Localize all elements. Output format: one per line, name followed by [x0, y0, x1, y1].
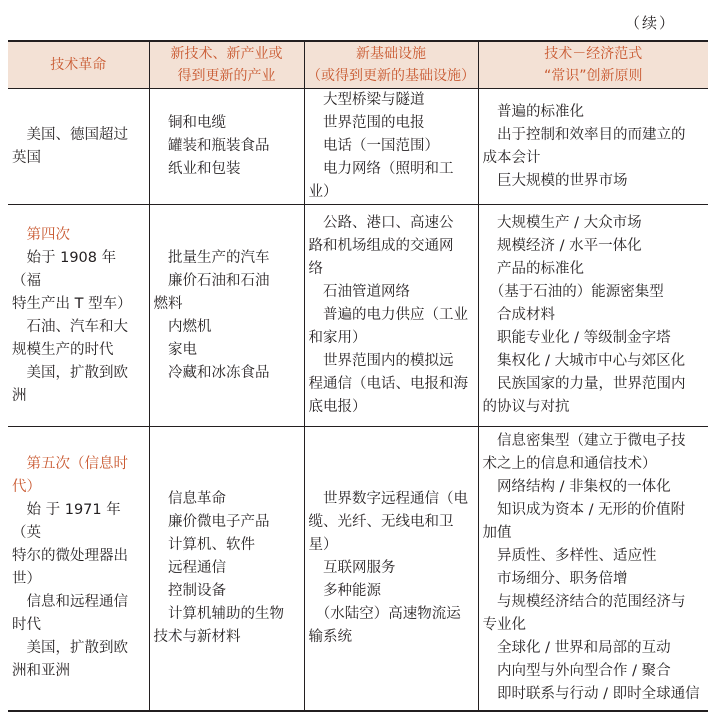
- header-row: [8, 41, 708, 89]
- cell-line: 铜和电缆: [153, 115, 226, 131]
- header-line: 新技术、新产业或: [170, 46, 283, 62]
- cell-line: 多种能源: [308, 582, 381, 599]
- cell-line: 即时联系与行动 / 即时全球通信: [482, 686, 700, 703]
- header-line: 技术革命: [50, 57, 107, 73]
- cell-revolution: [8, 205, 149, 427]
- header-new-infrastructure: [304, 41, 478, 89]
- cell-line: 与规模经济结合的范围经济与: [482, 594, 686, 611]
- cell-line: 民族国家的力量，世界范围内: [482, 376, 686, 392]
- cell-line: （水陆空）高速物流运: [308, 605, 461, 622]
- cell-line: 成本会计: [482, 149, 541, 166]
- header-line: 得到更新的产业: [177, 68, 276, 84]
- cell-line: 时代: [12, 617, 41, 634]
- cell-line: 内燃机: [153, 318, 212, 335]
- cell-line: 络: [308, 261, 323, 277]
- tech-revolution-table: [8, 40, 708, 712]
- cell-line: 美国，扩散到欧: [12, 364, 128, 381]
- cell-line: 批量生产的汽车: [153, 249, 270, 266]
- cell-line: 廉价微电子产品: [153, 513, 270, 530]
- cell-line: 大规模生产 / 大众市场: [482, 215, 642, 231]
- header-line: 技术－经济范式: [544, 46, 643, 62]
- cell-line: 互联网服务: [308, 559, 396, 576]
- cell-line: 路和机场组成的交通网: [308, 238, 454, 254]
- revolution-title: 第四次: [12, 226, 70, 243]
- cell-line: 特生产出 T 型车）: [12, 295, 132, 312]
- cell-industries: [149, 89, 304, 205]
- cell-line: 知识成为资本 / 无形的价值附: [482, 502, 686, 519]
- cell-line: 罐装和瓶装食品: [153, 138, 270, 154]
- cell-line: 缆、光纤、无线电和卫: [308, 513, 454, 530]
- cell-line: 廉价石油和石油: [153, 272, 270, 289]
- cell-line: 输系统: [308, 628, 352, 645]
- cell-line: 专业化: [482, 617, 526, 634]
- cell-line: 信息和远程通信: [12, 594, 128, 611]
- cell-line: 电力网络（照明和工业）: [308, 161, 454, 200]
- cell-line: 始于 1908 年（福: [12, 249, 117, 289]
- header-tech-revolution: [8, 41, 149, 89]
- cell-line: 异质性、多样性、适应性: [482, 548, 657, 565]
- cell-line: 美国、德国超过: [12, 126, 128, 143]
- cell-line: 普遍的标准化: [482, 103, 584, 120]
- cell-infrastructure: [304, 89, 478, 205]
- cell-principles: [478, 89, 708, 205]
- cell-infrastructure: [304, 205, 478, 427]
- cell-line: 合成材料: [482, 307, 555, 323]
- cell-line: 石油、汽车和大: [12, 318, 128, 335]
- cell-line: 燃料: [153, 295, 183, 312]
- cell-line: 洲: [12, 387, 27, 404]
- cell-infrastructure: [304, 427, 478, 711]
- cell-line: 内向型与外向型合作 / 聚合: [482, 663, 671, 680]
- cell-line: 星）: [308, 536, 338, 553]
- cell-line: 加值: [482, 525, 512, 542]
- cell-line: 家电: [153, 341, 197, 358]
- cell-line: 市场细分、职务倍增: [482, 571, 628, 588]
- cell-line: 始 于 1971 年（英: [12, 502, 121, 542]
- cell-line: 公路、港口、高速公: [308, 215, 454, 231]
- cell-industries: [149, 427, 304, 711]
- cell-principles: [478, 427, 708, 711]
- table-row: [8, 89, 708, 205]
- header-paradigm-principles: [478, 41, 708, 89]
- cell-industries: [149, 205, 304, 427]
- cell-line: 美国，扩散到欧: [12, 640, 128, 657]
- cell-line: 计算机辅助的生物: [153, 605, 284, 622]
- table-row: [8, 427, 708, 711]
- cell-line: 全球化 / 世界和局部的互动: [482, 640, 671, 657]
- cell-line: 职能专业化 / 等级制金字塔: [482, 330, 671, 346]
- header-new-industries: [149, 41, 304, 89]
- cell-line: 冷藏和冰冻食品: [153, 364, 270, 381]
- cell-line: 底电报）: [308, 399, 367, 415]
- cell-line: 规模生产的时代: [12, 341, 114, 358]
- cell-line: 特尔的微处理器出世）: [12, 548, 128, 588]
- cell-line: 和家用）: [308, 330, 367, 346]
- cell-revolution: [8, 89, 149, 205]
- cell-line: 控制设备: [153, 582, 226, 599]
- cell-line: 世界范围内的模拟远: [308, 353, 454, 369]
- cell-line: 信息革命: [153, 490, 226, 507]
- header-line: “常识”创新原则: [543, 68, 643, 84]
- cell-line: 规模经济 / 水平一体化: [482, 238, 642, 254]
- header-line: （或得到更新的基础设施）: [307, 68, 475, 84]
- cell-line: 产品的标准化: [482, 261, 584, 277]
- cell-line: 计算机、软件: [153, 536, 255, 553]
- cell-line: 世界范围的电报: [308, 115, 425, 131]
- cell-line: 巨大规模的世界市场: [482, 172, 628, 189]
- cell-line: 技术与新材料: [153, 628, 241, 645]
- cell-line: 集权化 / 大城市中心与郊区化: [482, 353, 686, 369]
- cell-line: 电话（一国范围）: [308, 138, 439, 154]
- cell-line: 出于控制和效率目的而建立的: [482, 126, 686, 143]
- cell-line: （基于石油的）能源密集型: [482, 284, 664, 300]
- cell-line: 远程通信: [153, 559, 226, 576]
- cell-line: 的协议与对抗: [482, 399, 570, 415]
- cell-revolution: [8, 427, 149, 711]
- cell-line: 纸业和包装: [153, 161, 241, 177]
- cell-line: 英国: [12, 149, 41, 166]
- cell-line: 网络结构 / 非集权的一体化: [482, 479, 671, 496]
- cell-line: 普遍的电力供应（工业: [308, 307, 468, 323]
- revolution-title: 第五次（信息时代）: [12, 456, 128, 496]
- cell-line: 世界数字远程通信（电: [308, 490, 468, 507]
- header-line: 新基础设施: [356, 46, 426, 62]
- cell-line: 洲和亚洲: [12, 663, 70, 680]
- continued-label: （续）: [624, 14, 676, 32]
- cell-line: 信息密集型（建立于微电子技: [482, 433, 686, 450]
- cell-principles: [478, 205, 708, 427]
- table-row: [8, 205, 708, 427]
- cell-line: 大型桥梁与隧道: [308, 92, 425, 108]
- cell-line: 术之上的信息和通信技术）: [482, 456, 657, 473]
- cell-line: 石油管道网络: [308, 284, 410, 300]
- cell-line: 程通信（电话、电报和海: [308, 376, 468, 392]
